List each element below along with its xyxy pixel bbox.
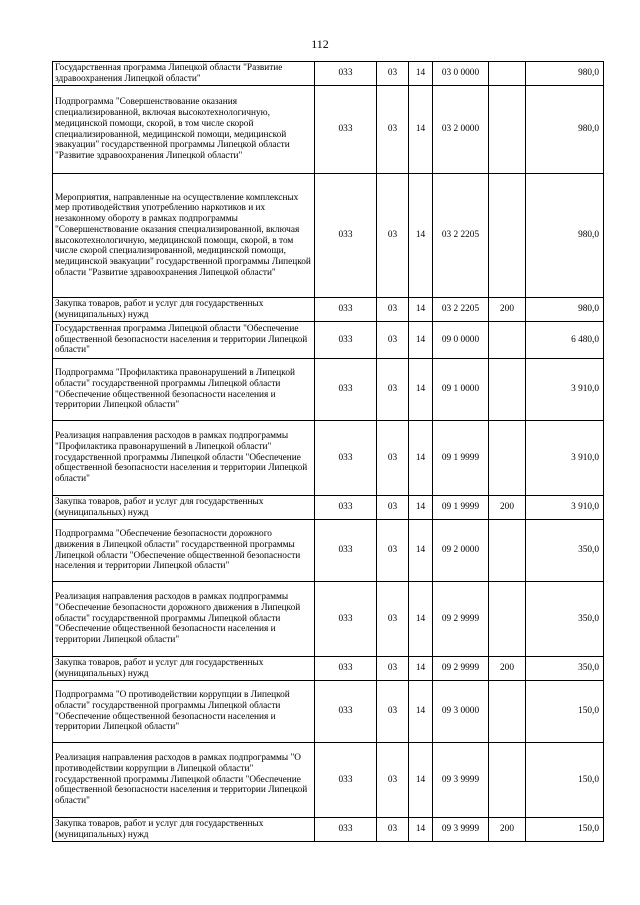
- expense-type: [489, 743, 526, 818]
- subsection-code: 14: [409, 322, 433, 359]
- row-name: Подпрограмма "О противодействии коррупции в Липецкой области" государственной программы Липецкой области "Обеспечение общественной безопасности населения и территории Липецкой области": [53, 681, 315, 743]
- amount: 150,0: [526, 743, 604, 818]
- target-article: 03 0 0000: [433, 62, 489, 86]
- amount: 980,0: [526, 174, 604, 298]
- expense-type: 200: [489, 818, 526, 842]
- expense-type: 200: [489, 496, 526, 520]
- ministry-code: 033: [315, 496, 377, 520]
- row-name: Подпрограмма "Профилактика правонарушений в Липецкой области" государственной программы Липецкой области "Обеспечение общественной безопасности населения и территории Липецкой области": [53, 359, 315, 421]
- section-code: 03: [377, 322, 409, 359]
- amount: 980,0: [526, 86, 604, 174]
- row-name: Закупка товаров, работ и услуг для государственных (муниципальных) нужд: [53, 657, 315, 681]
- expense-type: [489, 421, 526, 496]
- section-code: 03: [377, 359, 409, 421]
- subsection-code: 14: [409, 743, 433, 818]
- budget-table: [52, 61, 604, 842]
- section-code: 03: [377, 421, 409, 496]
- subsection-code: 14: [409, 62, 433, 86]
- ministry-code: 033: [315, 582, 377, 657]
- section-code: 03: [377, 681, 409, 743]
- expense-type: [489, 359, 526, 421]
- subsection-code: 14: [409, 582, 433, 657]
- subsection-code: 14: [409, 657, 433, 681]
- amount: 3 910,0: [526, 421, 604, 496]
- target-article: 09 1 9999: [433, 421, 489, 496]
- amount: 6 480,0: [526, 322, 604, 359]
- row-name: Реализация направления расходов в рамках подпрограммы "Обеспечение безопасности дорожного движения в Липецкой области" государственной программы Липецкой области "Обеспечение общественной безопасности населения и территории Липецкой области": [53, 582, 315, 657]
- section-code: 03: [377, 496, 409, 520]
- expense-type: [489, 681, 526, 743]
- table-row: [53, 818, 604, 842]
- expense-type: [489, 322, 526, 359]
- section-code: 03: [377, 743, 409, 818]
- amount: 350,0: [526, 582, 604, 657]
- subsection-code: 14: [409, 86, 433, 174]
- row-name: Реализация направления расходов в рамках подпрограммы "Профилактика правонарушений в Липецкой области" государственной программы Липецкой области "Обеспечение общественной безопасности населения и территории Липецкой области": [53, 421, 315, 496]
- row-name: Закупка товаров, работ и услуг для государственных (муниципальных) нужд: [53, 496, 315, 520]
- row-name: Закупка товаров, работ и услуг для государственных (муниципальных) нужд: [53, 298, 315, 322]
- ministry-code: 033: [315, 421, 377, 496]
- row-name: Мероприятия, направленные на осуществление комплексных мер противодействия употреблению наркотиков и их незаконному обороту в рамках подпрограммы "Совершенствование оказания специализированной, включая высокотехнологичную, медицинской помощи, скорой, в том числе скорой специализированной, медицинской помощи, медицинской эвакуации" государственной программы Липецкой области "Развитие здравоохранения Липецкой области": [53, 174, 315, 298]
- table-row: [53, 62, 604, 86]
- target-article: 09 1 9999: [433, 496, 489, 520]
- table-row: [53, 174, 604, 298]
- table-row: [53, 86, 604, 174]
- table-row: [53, 298, 604, 322]
- expense-type: [489, 62, 526, 86]
- target-article: 09 2 9999: [433, 657, 489, 681]
- table-row: [53, 582, 604, 657]
- target-article: 09 3 9999: [433, 743, 489, 818]
- section-code: 03: [377, 657, 409, 681]
- subsection-code: 14: [409, 298, 433, 322]
- target-article: 09 3 0000: [433, 681, 489, 743]
- table-row: [53, 657, 604, 681]
- table-row: [53, 496, 604, 520]
- section-code: 03: [377, 298, 409, 322]
- expense-type: [489, 520, 526, 582]
- row-name: Реализация направления расходов в рамках подпрограммы "О противодействии коррупции в Липецкой области" государственной программы Липецкой области "Обеспечение общественной безопасности населения и территории Липецкой области": [53, 743, 315, 818]
- amount: 980,0: [526, 298, 604, 322]
- amount: 150,0: [526, 681, 604, 743]
- table-row: [53, 681, 604, 743]
- expense-type: [489, 86, 526, 174]
- amount: 3 910,0: [526, 359, 604, 421]
- target-article: 09 1 0000: [433, 359, 489, 421]
- ministry-code: 033: [315, 298, 377, 322]
- target-article: 09 2 9999: [433, 582, 489, 657]
- ministry-code: 033: [315, 62, 377, 86]
- section-code: 03: [377, 174, 409, 298]
- row-name: Подпрограмма "Обеспечение безопасности дорожного движения в Липецкой области" государственной программы Липецкой области "Обеспечение общественной безопасности населения и территории Липецкой области": [53, 520, 315, 582]
- table-row: [53, 359, 604, 421]
- ministry-code: 033: [315, 743, 377, 818]
- target-article: 09 2 0000: [433, 520, 489, 582]
- table-row: [53, 743, 604, 818]
- row-name: Государственная программа Липецкой области "Развитие здравоохранения Липецкой области": [53, 62, 315, 86]
- expense-type: 200: [489, 298, 526, 322]
- table-row: [53, 520, 604, 582]
- ministry-code: 033: [315, 322, 377, 359]
- ministry-code: 033: [315, 359, 377, 421]
- subsection-code: 14: [409, 421, 433, 496]
- section-code: 03: [377, 62, 409, 86]
- target-article: 03 2 2205: [433, 174, 489, 298]
- page-number: 112: [311, 37, 329, 51]
- ministry-code: 033: [315, 174, 377, 298]
- subsection-code: 14: [409, 174, 433, 298]
- expense-type: [489, 582, 526, 657]
- amount: 980,0: [526, 62, 604, 86]
- section-code: 03: [377, 818, 409, 842]
- ministry-code: 033: [315, 86, 377, 174]
- expense-type: [489, 174, 526, 298]
- amount: 350,0: [526, 520, 604, 582]
- ministry-code: 033: [315, 520, 377, 582]
- target-article: 09 0 0000: [433, 322, 489, 359]
- subsection-code: 14: [409, 359, 433, 421]
- subsection-code: 14: [409, 520, 433, 582]
- subsection-code: 14: [409, 681, 433, 743]
- section-code: 03: [377, 86, 409, 174]
- target-article: 03 2 0000: [433, 86, 489, 174]
- ministry-code: 033: [315, 681, 377, 743]
- expense-type: 200: [489, 657, 526, 681]
- subsection-code: 14: [409, 818, 433, 842]
- amount: 150,0: [526, 818, 604, 842]
- row-name: Подпрограмма "Совершенствование оказания специализированной, включая высокотехнологичную, медицинской помощи, скорой, в том числе скорой специализированной, медицинской помощи, медицинской эвакуации" государственной программы Липецкой области "Развитие здравоохранения Липецкой области": [53, 86, 315, 174]
- table-row: [53, 322, 604, 359]
- ministry-code: 033: [315, 657, 377, 681]
- ministry-code: 033: [315, 818, 377, 842]
- section-code: 03: [377, 520, 409, 582]
- amount: 350,0: [526, 657, 604, 681]
- row-name: Закупка товаров, работ и услуг для государственных (муниципальных) нужд: [53, 818, 315, 842]
- table-row: [53, 421, 604, 496]
- target-article: 03 2 2205: [433, 298, 489, 322]
- target-article: 09 3 9999: [433, 818, 489, 842]
- section-code: 03: [377, 582, 409, 657]
- amount: 3 910,0: [526, 496, 604, 520]
- subsection-code: 14: [409, 496, 433, 520]
- row-name: Государственная программа Липецкой области "Обеспечение общественной безопасности населения и территории Липецкой области": [53, 322, 315, 359]
